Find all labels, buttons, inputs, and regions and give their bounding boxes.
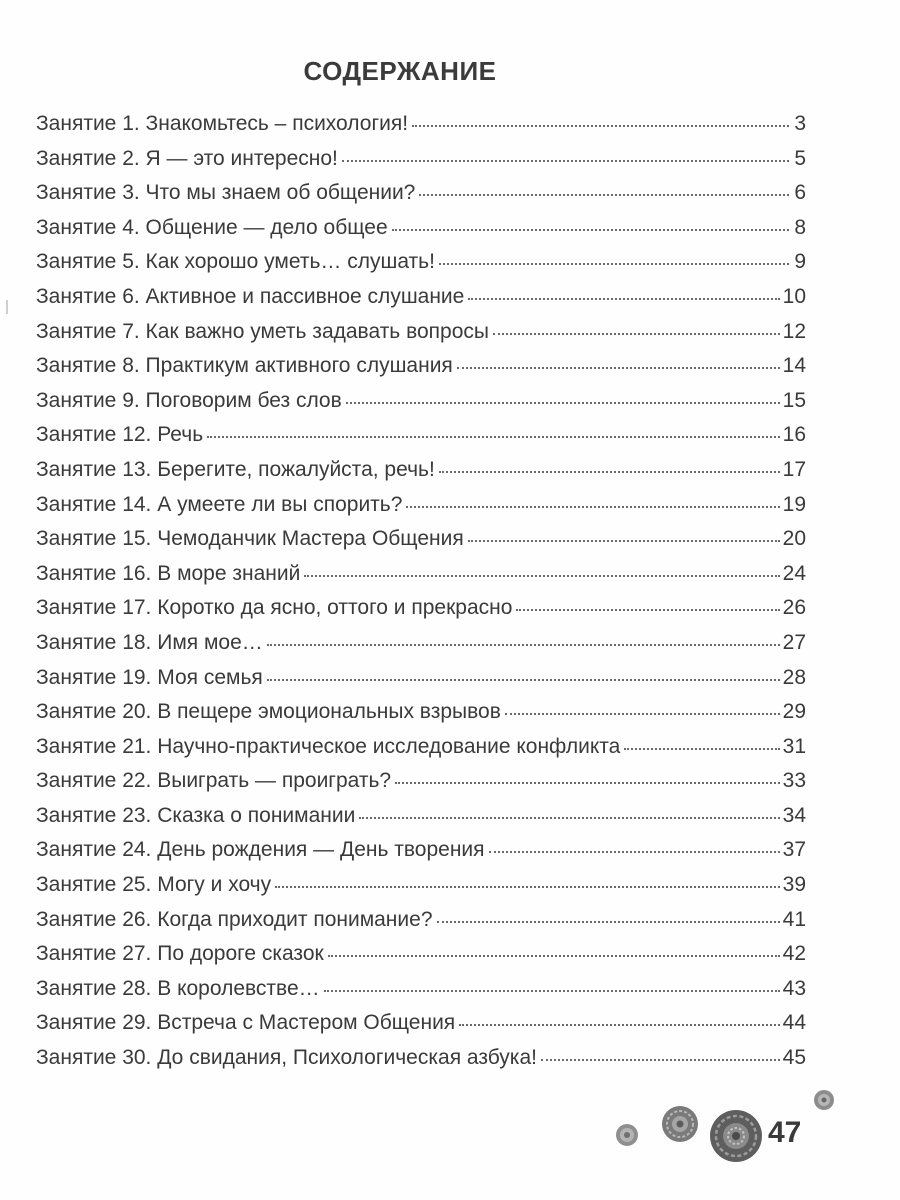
toc-entry-label: Занятие 16. В море знаний <box>36 561 301 585</box>
dot-leader <box>624 748 779 750</box>
toc-entry <box>36 562 806 597</box>
flower-ornament-icon <box>614 1122 640 1148</box>
toc-entry-label: Занятие 29. Встреча с Мастером Общения <box>36 1011 456 1035</box>
toc-entry <box>36 977 806 1012</box>
toc-entry <box>36 908 806 943</box>
page-title: СОДЕРЖАНИЕ <box>303 56 497 86</box>
toc-entry <box>36 527 806 562</box>
toc-entry-page: 10 <box>782 284 806 308</box>
toc-entry-page: 28 <box>782 665 806 689</box>
toc-entry <box>36 112 806 147</box>
toc-entry-page: 39 <box>782 873 806 897</box>
toc-entry-label: Занятие 19. Моя семья <box>36 665 263 689</box>
toc-entry-page: 33 <box>782 769 806 793</box>
toc-entry-page: 19 <box>782 492 806 516</box>
toc-entry <box>36 1046 806 1081</box>
dot-leader <box>392 229 789 231</box>
dot-leader <box>457 367 780 369</box>
toc-entry <box>36 838 806 873</box>
flower-ornament-icon <box>660 1104 700 1144</box>
toc-entry-page: 45 <box>782 1046 806 1070</box>
toc-entry-label: Занятие 23. Сказка о понимании <box>36 803 356 827</box>
toc-entry-label: Занятие 30. До свидания, Психологическая азбука! <box>36 1046 537 1070</box>
flower-ornament-icon <box>708 1108 764 1164</box>
toc-entry <box>36 181 806 216</box>
toc-entry-label: Занятие 27. По дороге сказок <box>36 942 324 966</box>
toc-entry-label: Занятие 2. Я — это интересно! <box>36 146 338 170</box>
toc-entry <box>36 700 806 735</box>
dot-leader <box>275 886 780 888</box>
toc-entry-label: Занятие 18. Имя мое… <box>36 630 263 654</box>
dot-leader <box>359 817 779 819</box>
toc-entry-label: Занятие 26. Когда приходит понимание? <box>36 907 433 931</box>
toc-entry-label: Занятие 28. В королевстве… <box>36 976 320 1000</box>
toc-entry <box>36 942 806 977</box>
toc-entry <box>36 735 806 770</box>
dot-leader <box>516 609 779 611</box>
toc-entry-label: Занятие 5. Как хорошо уметь… слушать! <box>36 250 435 274</box>
toc-entry-page: 29 <box>782 700 806 724</box>
toc-entry-label: Занятие 1. Знакомьтесь – психология! <box>36 112 409 135</box>
toc-entry-label: Занятие 14. А умеете ли вы спорить? <box>36 492 403 516</box>
toc-entry-label: Занятие 20. В пещере эмоциональных взрывов <box>36 700 501 724</box>
toc-entry-page: 16 <box>782 423 806 447</box>
toc-entry-label: Занятие 13. Берегите, пожалуйста, речь! <box>36 457 435 481</box>
toc-entry <box>36 389 806 424</box>
toc-entry-page: 26 <box>782 596 806 620</box>
dot-leader <box>419 194 789 196</box>
flower-ornament-icon <box>812 1088 836 1112</box>
toc-entry <box>36 216 806 251</box>
dot-leader <box>342 160 789 162</box>
dot-leader <box>468 298 779 300</box>
dot-leader <box>267 644 780 646</box>
toc-entry <box>36 285 806 320</box>
dot-leader <box>412 125 789 127</box>
toc-entry-page: 43 <box>782 976 806 1000</box>
toc-entry-page: 17 <box>782 457 806 481</box>
dot-leader <box>207 436 779 438</box>
toc-entry-label: Занятие 4. Общение — дело общее <box>36 215 388 239</box>
toc-entry-label: Занятие 15. Чемоданчик Мастера Общения <box>36 527 464 551</box>
toc-entry <box>36 804 806 839</box>
page-number: 47 <box>768 1116 802 1149</box>
dot-leader <box>437 921 780 923</box>
dot-leader <box>505 713 780 715</box>
toc-entry-page: 14 <box>782 354 806 378</box>
toc-entry <box>36 250 806 285</box>
toc-entry-page: 9 <box>794 250 806 274</box>
toc-entry-label: Занятие 21. Научно-практическое исследование конфликта <box>36 734 621 758</box>
dot-leader <box>328 955 780 957</box>
dot-leader <box>324 990 780 992</box>
toc-entry-page: 12 <box>782 319 806 343</box>
dot-leader <box>489 851 780 853</box>
toc-entry-label: Занятие 7. Как важно уметь задавать вопросы <box>36 319 490 343</box>
page-edge-mark <box>6 300 8 314</box>
toc-entry-page: 15 <box>782 388 806 412</box>
toc-entry-page: 6 <box>794 181 806 205</box>
toc-entry <box>36 320 806 355</box>
toc-entry-label: Занятие 22. Выиграть — проиграть? <box>36 769 392 793</box>
toc-entry-page: 5 <box>794 146 806 170</box>
toc-entry-page: 31 <box>782 734 806 758</box>
dot-leader <box>541 1059 780 1061</box>
toc-entry-page: 20 <box>782 527 806 551</box>
toc-entry <box>36 354 806 389</box>
toc-entry <box>36 458 806 493</box>
toc-entry <box>36 147 806 182</box>
toc-entry-page: 34 <box>782 803 806 827</box>
toc-entry <box>36 666 806 701</box>
toc-entry <box>36 1011 806 1046</box>
toc-entry-page: 42 <box>782 942 806 966</box>
dot-leader <box>267 679 780 681</box>
toc-entry <box>36 423 806 458</box>
dot-leader <box>439 471 780 473</box>
toc-entry-label: Занятие 17. Коротко да ясно, оттого и прекрасно <box>36 596 513 620</box>
toc-entry <box>36 596 806 631</box>
toc-entry-page: 3 <box>794 112 806 135</box>
toc-entry <box>36 769 806 804</box>
toc-entry-page: 37 <box>782 838 806 862</box>
toc-entry <box>36 631 806 666</box>
toc-entry-label: Занятие 6. Активное и пассивное слушание <box>36 284 465 308</box>
toc-entry-label: Занятие 3. Что мы знаем об общении? <box>36 181 416 205</box>
toc-entry <box>36 493 806 528</box>
dot-leader <box>439 263 789 265</box>
toc-entry-label: Занятие 25. Могу и хочу <box>36 873 272 897</box>
dot-leader <box>304 575 779 577</box>
toc-entry-label: Занятие 8. Практикум активного слушания <box>36 354 453 378</box>
toc-entry-page: 27 <box>782 630 806 654</box>
toc-entry-label: Занятие 9. Поговорим без слов <box>36 388 342 412</box>
dot-leader <box>346 402 780 404</box>
dot-leader <box>459 1024 779 1026</box>
toc-entry-page: 44 <box>782 1011 806 1035</box>
toc-entry-page: 41 <box>782 907 806 931</box>
toc-entry-page: 24 <box>782 561 806 585</box>
toc-entry-page: 8 <box>794 215 806 239</box>
dot-leader <box>406 506 779 508</box>
table-of-contents <box>36 112 806 1081</box>
toc-entry-label: Занятие 12. Речь <box>36 423 204 447</box>
dot-leader <box>468 540 780 542</box>
toc-entry <box>36 873 806 908</box>
dot-leader <box>395 782 780 784</box>
toc-entry-label: Занятие 24. День рождения — День творения <box>36 838 485 862</box>
dot-leader <box>493 333 780 335</box>
